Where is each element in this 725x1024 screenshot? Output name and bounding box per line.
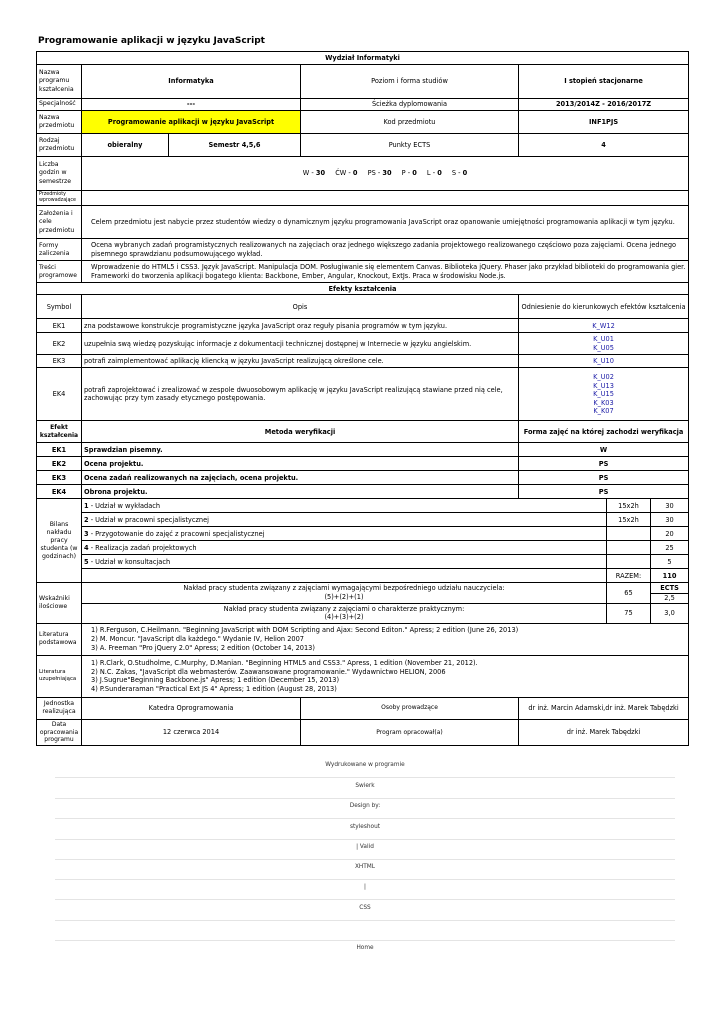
literature-basic-label: Literatura podstawowa [37,623,82,655]
verification-symbol: EK1 [37,443,82,457]
outcome-desc: potrafi zaimplementować aplikację kliencką w języku JavaScript realizującą określone cele. [82,355,519,368]
path-label: Ścieżka dyplomowania [301,99,519,111]
type-label: Rodzaj przedmiotu [37,134,82,157]
level-label: Poziom i forma studiów [301,65,519,99]
workload-item: 2 - Udział w pracowni specjalistycznej [82,513,607,527]
footer-divider [55,940,675,941]
outcome-symbol: EK4 [37,368,82,421]
ref-link[interactable]: K_U13 [593,381,614,390]
workload-calc: 15x2h [607,513,651,527]
footer-divider [55,839,675,840]
outcome-row [37,368,689,421]
workload-sum-row [37,569,689,583]
hours-w: W - 30 [302,169,326,178]
footer-separator: | [364,884,366,890]
literature-basic [82,623,689,655]
literature-extra-label: Literatura uzupełniająca [37,655,82,697]
workload-sum-value: 110 [651,569,689,583]
verification-row [37,471,689,485]
ects-header: ECTS [651,584,688,594]
level-value: I stopień stacjonarne [519,65,689,99]
outcome-symbol: EK2 [37,333,82,355]
verification-method: Obrona projektu. [82,485,519,499]
goals-label: Założenia i cele przedmiotu [37,206,82,239]
hours-p: P - 0 [401,169,417,178]
indicators-row2-formula: (4)+(3)+(2) [324,613,364,622]
literature-item: 3) A. Freeman "Pro jQuery 2.0" Apress; 2 edition (October 14, 2013) [91,643,315,652]
outcome-refs [519,368,689,421]
indicators-row1-formula: (5)+(2)+(1) [324,593,364,602]
footer-app-link[interactable]: Swierk [355,783,375,789]
leaders-label: Osoby prowadzące [301,697,519,719]
page-title: Programowanie aplikacji w języku JavaScript [38,36,265,46]
indicators-row1-ects: 2,5 [664,593,675,602]
ref-link[interactable]: K_U10 [593,357,614,366]
ref-link[interactable]: K_K07 [593,407,614,416]
outcome-symbol: EK1 [37,319,82,333]
pass-value: Ocena wybranych zadań programistycznych realizowanych na zajęciach oraz jednego większego zadania projektowego realizowanego częściowo poza zajęciami. Ocena jednego pisemnego sprawdzianu podsumowującego wykład. [82,239,689,261]
indicators-row2 [82,603,607,623]
workload-hours: 5 [651,555,689,569]
verification-symbol: EK3 [37,471,82,485]
programme-label: Nazwa programu kształcenia [37,65,82,99]
footer-xhtml-link[interactable]: XHTML [354,864,376,870]
workload-calc [607,527,651,541]
ref-link[interactable]: K_U15 [593,390,614,399]
faculty-header: Wydział Informatyki [37,52,689,65]
ects-label: Punkty ECTS [301,134,519,157]
specialty-value: --- [82,99,301,111]
hours-label: Liczba godzin w semestrze [37,157,82,191]
literature-item: 1) R.Ferguson, C.Heilmann. "Beginning JavaScript with DOM Scripting and Ajax: Second Editon." Apress; 2 edition (June 26, 2013) [91,626,519,635]
indicators-row1-hours: 65 [607,583,651,603]
outcome-refs [519,319,689,333]
workload-row [37,555,689,569]
hours-l: L - 0 [426,169,442,178]
ref-link[interactable]: K_U02 [593,373,614,382]
outcomes-header: Efekty kształcenia [37,283,689,295]
unit-value: Katedra Oprogramowania [82,697,301,719]
outcome-row [37,319,689,333]
ref-link[interactable]: K_K03 [593,398,614,407]
workload-row [37,527,689,541]
prepared-value: 12 czerwca 2014 [82,719,301,745]
verification-method: Ocena projektu. [82,457,519,471]
verification-col-outcome: Efekt kształcenia [37,421,82,443]
hours-ps: PS - 30 [367,169,392,178]
workload-calc [607,541,651,555]
literature-item: 1) R.Clark, O.Studholme, C.Murphy, D.Manian. "Beginning HTML5 and CSS3." Apress, 1 edition (November 21, 2012). [91,659,478,668]
verification-col-form: Forma zajęć na której zachodzi weryfikacja [519,421,689,443]
footer-divider [55,899,675,900]
prepared-label: Data opracowania programu [37,719,82,745]
outcomes-col-symbol: Symbol [37,295,82,319]
programme-value: Informatyka [82,65,301,99]
outcome-symbol: EK3 [37,355,82,368]
literature-item: 3) J.Sugrue"Beginning Backbone.js" Apress; 1 edition (December 15, 2013) [91,676,340,685]
footer-printed: Wydrukowane w programie [325,762,405,768]
leaders-value: dr inż. Marcin Adamski,dr inż. Marek Tabędzki [519,697,689,719]
goals-value: Celem przedmiotu jest nabycie przez studentów wiedzy o dynamicznym języku programowania JavaScript oraz opanowanie umiejętności programowania aplikacji w tym języku. [82,206,689,239]
outcome-refs [519,355,689,368]
workload-hours: 20 [651,527,689,541]
verification-method: Sprawdzian pisemny. [82,443,519,457]
verification-form: PS [519,457,689,471]
workload-item: 3 - Przygotowanie do zajęć z pracowni specjalistycznej [82,527,607,541]
content-label: Treści programowe [37,261,82,283]
ref-link[interactable]: K_U05 [593,343,614,352]
outcomes-col-desc: Opis [82,295,519,319]
indicators-row2-hours: 75 [607,603,651,623]
verification-method: Ocena zadań realizowanych na zajęciach, ocena projektu. [82,471,519,485]
indicators-label: Wskaźniki ilościowe [37,583,82,623]
syllabus-table [36,51,689,746]
verification-form: W [519,443,689,457]
literature-item: 2) M. Moncur. "JavaScript dla każdego." Wydanie IV, Helion 2007 [91,634,304,643]
outcome-desc: uzupełnia swą wiedzę pozyskując informacje z dokumentacji technicznej dostępnej w Internecie w języku angielskim. [82,333,519,355]
prepared-by-label: Program opracował(a) [301,719,519,745]
subject-value: Programowanie aplikacji w języku JavaScript [82,111,301,134]
footer-home-link[interactable]: Home [356,945,374,951]
workload-item: 4 - Realizacja zadań projektowych [82,541,607,555]
path-value: 2013/2014Z - 2016/2017Z [519,99,689,111]
workload-calc: 15x2h [607,499,651,513]
footer-design: Design by: [349,803,381,809]
footer-divider [55,798,675,799]
prepared-by-value: dr inż. Marek Tabędzki [519,719,689,745]
footer-divider [55,859,675,860]
hours-s: S - 0 [451,169,468,178]
literature-item: 2) N.C. Zakas, "JavaScript dla webmasterów. Zaawansowane programowanie." Wydawnictwo HELION, 2006 [91,667,446,676]
footer-divider [55,879,675,880]
outcomes-col-ref: Odniesienie do kierunkowych efektów kształcenia [519,295,689,319]
subject-label: Nazwa przedmiotu [37,111,82,134]
outcome-desc: zna podstawowe konstrukcje programistyczne języka JavaScript oraz reguły pisania programów w tym języku. [82,319,519,333]
verification-row [37,485,689,499]
hours-cw: ĆW - 0 [335,169,358,178]
verification-col-method: Metoda weryfikacji [82,421,519,443]
workload-row [37,499,689,513]
footer-divider [55,777,675,778]
workload-item: 1 - Udział w wykładach [82,499,607,513]
workload-row [37,513,689,527]
literature-extra [82,655,689,697]
workload-sum-label: RAZEM: [607,569,651,583]
footer-divider [55,920,675,921]
code-label: Kod przedmiotu [301,111,519,134]
verification-row [37,457,689,471]
outcome-refs [519,333,689,355]
prereq-value [82,191,689,206]
indicators-row1-ects-cell [651,583,689,603]
verification-row [37,443,689,457]
footer-divider [55,818,675,819]
ects-value: 4 [519,134,689,157]
pass-label: Formy zaliczenia [37,239,82,261]
workload-hours: 30 [651,499,689,513]
code-value: INF1PJS [519,111,689,134]
workload-item: 5 - Udział w konsultacjach [82,555,607,569]
outcome-desc: potrafi zaprojektować i zrealizować w zespole dwuosobowym aplikację w języku JavaScript realizującą stawiane przed nią cele, zachowując przy tym zasady etycznego postępowania. [82,368,519,421]
workload-row [37,541,689,555]
prereq-label: Przedmioty wprowadzające [37,191,82,206]
ref-link[interactable]: K_W12 [592,321,615,330]
indicators-row2-ects: 3,0 [651,603,689,623]
footer-designer-link[interactable]: styleshout [349,824,381,830]
content-value: Wprowadzenie do HTML5 i CSS3. Język JavaScript. Manipulacja DOM. Posługiwanie się elementem Canvas. Biblioteka jQuery. Phaser jako przykład biblioteki do programowania gier. Frameworki do tworzenia aplikacji bogatego klienta: Backbone, Ember, Angular, Knockout, ExtJs. Praca w środowisku Node.js. [82,261,689,283]
ref-link[interactable]: K_U01 [593,335,614,344]
outcome-row [37,355,689,368]
verification-symbol: EK4 [37,485,82,499]
hours-row [82,157,689,191]
indicators-row2-text: Nakład pracy studenta związany z zajęciami o charakterze praktycznym: [223,604,465,613]
literature-item: 4) P.Sunderaraman "Practical Ext JS 4" Apress; 1 edition (August 28, 2013) [91,684,337,693]
workload-label: Bilans nakładu pracy studenta (w godzinach) [37,499,82,583]
verification-symbol: EK2 [37,457,82,471]
workload-hours: 25 [651,541,689,555]
workload-calc [607,555,651,569]
workload-sum-blank [82,569,607,583]
unit-label: Jednostka realizująca [37,697,82,719]
footer-valid: | Valid [356,844,374,850]
footer-css-link[interactable]: CSS [359,905,371,911]
indicators-row1-text: Nakład pracy studenta związany z zajęciami wymagającymi bezpośredniego udziału nauczyciela: [183,584,505,593]
workload-hours: 30 [651,513,689,527]
specialty-label: Specjalność [37,99,82,111]
type-value: obieralny [82,134,169,157]
semester-value: Semestr 4,5,6 [169,134,301,157]
outcome-row [37,333,689,355]
verification-form: PS [519,471,689,485]
verification-form: PS [519,485,689,499]
indicators-row1 [82,583,607,603]
